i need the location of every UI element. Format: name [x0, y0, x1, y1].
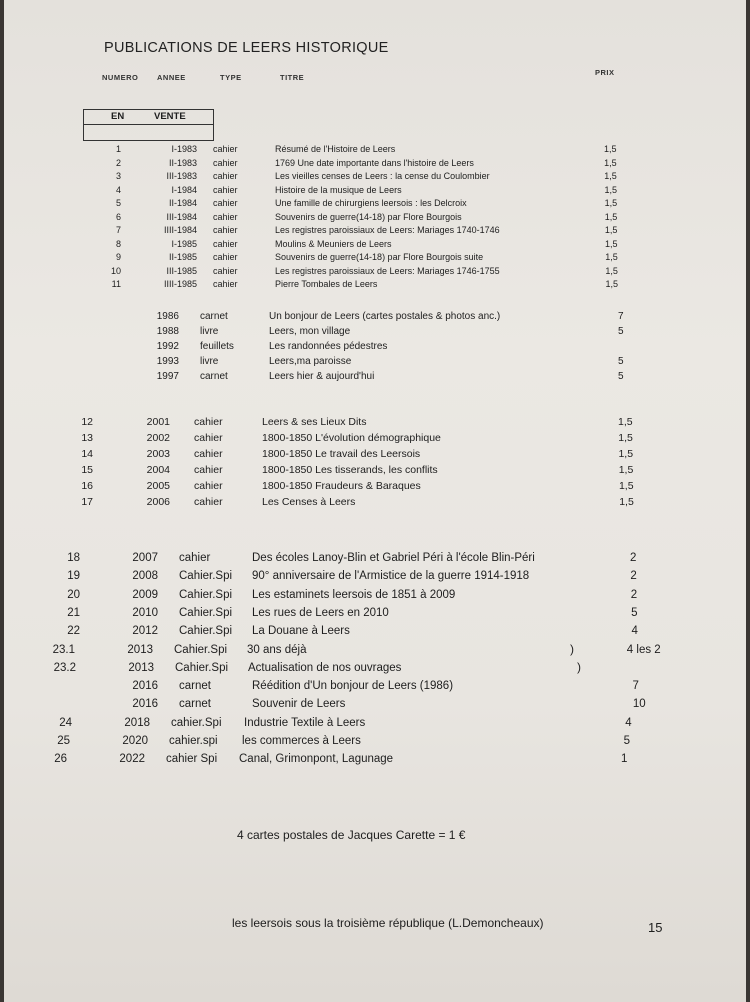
cell-type: cahier: [194, 432, 223, 444]
cell-num: 12: [81, 416, 93, 428]
cell-type: cahier: [194, 416, 223, 428]
cell-titre: Un bonjour de Leers (cartes postales & photos anc.): [269, 311, 501, 322]
en-vente-label-vente: VENTE: [154, 111, 186, 122]
cell-annee: 2013: [128, 661, 154, 674]
cell-num: 16: [81, 480, 93, 492]
cell-annee: IIII-1985: [163, 279, 197, 289]
table-row: [4, 552, 746, 566]
cell-num: 13: [81, 432, 93, 444]
table-row: [4, 171, 746, 183]
cell-prix: 1,5: [605, 238, 618, 249]
cell-titre: Réédition d'Un bonjour de Leers (1986): [252, 680, 454, 693]
cell-num: 7: [115, 225, 121, 235]
cell-annee: 1988: [156, 326, 179, 337]
cell-type: cahier: [213, 211, 238, 222]
cell-titre: Les randonnées pédestres: [269, 341, 388, 352]
cell-titre: Leers hier & aujourd'hui: [269, 371, 375, 382]
cell-prix: 1,5: [618, 432, 633, 444]
table-row: [4, 625, 746, 639]
table-row: [4, 279, 746, 291]
cell-annee: I-1985: [171, 238, 197, 249]
cell-num: 19: [67, 570, 80, 583]
cell-titre: Actualisation de nos ouvrages: [248, 661, 402, 674]
cell-annee: 2020: [122, 735, 148, 747]
en-vente-label-en: EN: [111, 111, 125, 122]
cell-prix: 7: [632, 680, 639, 693]
cell-titre: les commerces à Leers: [242, 735, 361, 747]
cell-num: 24: [59, 716, 72, 729]
cell-annee: 2007: [132, 552, 158, 564]
cell-annee: 2018: [124, 716, 150, 729]
cell-annee: III-1985: [166, 265, 197, 276]
cell-annee: II-1984: [168, 198, 197, 208]
cell-titre: 30 ans déjà: [247, 643, 307, 656]
cell-annee: 2003: [146, 448, 170, 460]
cell-prix: 10: [632, 698, 646, 711]
cell-titre: Souvenirs de guerre(14-18) par Flore Bourgois: [275, 211, 462, 222]
table-row: [4, 311, 746, 325]
cell-num: 1: [115, 144, 121, 154]
cell-prix: 1,5: [604, 211, 618, 222]
header-prix: PRIX: [595, 68, 615, 77]
table-row: [4, 198, 746, 210]
cell-type: cahier: [194, 480, 223, 492]
table-row: [4, 735, 746, 749]
cell-prix: 1,5: [604, 225, 618, 235]
table-row: [4, 356, 746, 370]
cell-titre: Pierre Tombales de Leers: [275, 279, 378, 289]
cell-num: 23.2: [53, 661, 76, 674]
cell-prix: 5: [618, 326, 624, 337]
cell-annee: IIII-1984: [163, 225, 197, 235]
cell-type: livre: [200, 326, 219, 337]
cell-prix: 1,5: [605, 279, 619, 289]
header-titre: TITRE: [280, 73, 305, 82]
table-row: [4, 589, 746, 603]
cell-prix: 1: [620, 753, 628, 766]
cell-annee: III-1983: [166, 171, 197, 181]
cell-type: cahier: [213, 225, 238, 235]
cell-annee: III-1984: [166, 211, 197, 222]
cell-titre: Souvenir de Leers: [252, 698, 346, 711]
page-number: 15: [648, 920, 663, 935]
cell-prix: 1,5: [604, 157, 617, 168]
box-divider: [84, 124, 213, 125]
cell-annee: 2010: [132, 606, 158, 619]
cell-prix: 5: [618, 371, 624, 382]
cell-prix: 1,5: [604, 184, 617, 195]
cell-titre: 1769 Une date importante dans l'histoire de Leers: [275, 157, 474, 168]
cell-prix: 1,5: [618, 464, 634, 476]
table-row: [4, 662, 746, 676]
cell-annee: I-1983: [171, 144, 197, 154]
cell-type: cahier: [213, 171, 238, 181]
cell-type: cahier: [213, 265, 238, 276]
cell-num: 4: [115, 184, 121, 195]
table-row: [4, 341, 746, 355]
cell-type: cahier: [179, 552, 211, 564]
table-row: [4, 239, 746, 251]
table-row: [4, 717, 746, 731]
cell-titre: Industrie Textile à Leers: [244, 716, 366, 729]
cell-type: cahier: [213, 144, 238, 154]
cell-type: cahier: [194, 464, 223, 476]
cell-annee: I-1984: [171, 184, 197, 195]
cell-type: cahier: [213, 198, 238, 208]
cell-titre: Leers & ses Lieux Dits: [262, 416, 367, 428]
cell-num: 5: [115, 198, 121, 208]
cell-titre: Une famille de chirurgiens leersois : les Delcroix: [275, 198, 467, 208]
cell-titre: 1800-1850 Fraudeurs & Baraques: [262, 480, 421, 492]
table-row: [4, 158, 746, 170]
cell-type: Cahier.Spi: [179, 606, 233, 619]
cell-num: 8: [115, 238, 121, 249]
cell-titre: Les Censes à Leers: [262, 496, 356, 508]
cell-num: 20: [67, 588, 80, 601]
cell-type: cahier: [213, 279, 238, 289]
cell-annee: 2012: [132, 625, 158, 638]
table-row: [4, 266, 746, 278]
cell-type: carnet: [200, 311, 228, 322]
cell-titre: Histoire de la musique de Leers: [275, 184, 402, 195]
cell-type: cahier.Spi: [171, 716, 222, 729]
cell-titre: Les registres paroissiaux de Leers: Mariages 1746-1755: [275, 265, 500, 276]
cell-num: 22: [67, 625, 80, 638]
cell-annee: 2016: [132, 680, 158, 693]
cell-annee: 2006: [146, 496, 170, 508]
cell-titre: Les registres paroissiaux de Leers: Mariages 1740-1746: [275, 225, 500, 235]
header-numero: NUMERO: [102, 73, 139, 82]
table-row: [4, 432, 746, 446]
cell-annee: 2001: [146, 416, 170, 428]
cell-titre: Moulins & Meuniers de Leers: [275, 238, 392, 249]
table-row: [4, 464, 746, 478]
cell-annee: 1997: [156, 371, 179, 382]
cell-num: 9: [115, 252, 121, 262]
cell-prix: 1,5: [619, 496, 634, 508]
table-row: [4, 496, 746, 510]
cell-titre: Canal, Grimonpont, Lagunage: [239, 753, 394, 766]
cell-type: Cahier.Spi: [179, 570, 233, 583]
cell-prix: 1,5: [618, 480, 634, 492]
cell-num: 10: [110, 265, 121, 276]
header-type: TYPE: [220, 73, 242, 82]
cell-annee: 2005: [146, 480, 170, 492]
page-title: PUBLICATIONS DE LEERS HISTORIQUE: [104, 40, 389, 56]
cell-type: cahier: [213, 157, 238, 168]
cell-prix: 4: [625, 716, 632, 729]
cell-type: feuillets: [200, 341, 234, 352]
cell-num: 14: [81, 448, 93, 460]
cell-type: livre: [200, 356, 219, 367]
cell-titre: Les estaminets leersois de 1851 à 2009: [252, 588, 456, 601]
cell-num: 17: [81, 496, 93, 508]
table-row: [4, 570, 746, 584]
cell-prix: 1,5: [605, 252, 618, 262]
cell-annee: II-1985: [168, 252, 197, 262]
cell-annee: 1986: [156, 311, 179, 322]
cell-prix: 5: [618, 356, 624, 367]
cell-prix: 1,5: [604, 144, 617, 154]
cell-titre: Les vieilles censes de Leers : la cense du Coulombier: [275, 171, 490, 181]
cell-num: 21: [67, 606, 80, 619]
table-row: [4, 144, 746, 156]
cell-prix: 5: [623, 735, 630, 747]
cell-prix: 1,5: [605, 265, 618, 276]
cell-titre: Des écoles Lanoy-Blin et Gabriel Péri à l'école Blin-Péri: [252, 552, 535, 564]
cell-num: 6: [115, 211, 121, 222]
cell-titre: Résumé de l'Histoire de Leers: [275, 144, 396, 154]
cell-titre: Les rues de Leers en 2010: [252, 606, 389, 619]
cell-type: Cahier.Spi: [175, 661, 229, 674]
cell-type: cahier: [213, 184, 238, 195]
cell-type: carnet: [179, 680, 211, 693]
cell-type: Cahier.Spi: [179, 625, 233, 638]
cell-prix: 1,5: [604, 198, 618, 208]
cell-type: cahier: [194, 496, 223, 508]
cell-type: Cahier.Spi: [179, 588, 233, 601]
table-row: [4, 448, 746, 462]
table-row: [4, 371, 746, 385]
cell-annee: 2004: [146, 464, 170, 476]
cell-annee: 2009: [132, 588, 158, 601]
cell-annee: 1992: [156, 341, 179, 352]
note-cartes-postales: 4 cartes postales de Jacques Carette = 1 €: [237, 828, 466, 842]
table-row: [4, 753, 746, 767]
cell-titre: Leers,ma paroisse: [269, 356, 352, 367]
cell-annee: 2016: [132, 698, 158, 711]
cell-annee: 2022: [119, 753, 145, 766]
table-row: [4, 480, 746, 494]
cell-num: 15: [81, 464, 93, 476]
table-row: [4, 252, 746, 264]
cell-type: cahier: [213, 252, 238, 262]
bracket-mark: ): [570, 642, 574, 656]
table-row: [4, 607, 746, 621]
cell-num: 11: [111, 279, 121, 289]
cell-annee: 1993: [156, 356, 179, 367]
cell-num: 2: [115, 157, 121, 168]
table-row: [4, 326, 746, 340]
table-row: [4, 212, 746, 224]
cell-titre: Souvenirs de guerre(14-18) par Flore Bourgois suite: [275, 252, 484, 262]
cell-prix: 1,5: [618, 448, 634, 460]
cell-type: carnet: [200, 371, 228, 382]
document-page: [4, 0, 746, 1002]
cell-num: 23.1: [52, 643, 75, 656]
table-row: [4, 698, 746, 712]
cell-num: 26: [54, 753, 67, 766]
bracket-mark: ): [577, 660, 581, 674]
cell-titre: 1800-1850 Les tisserands, les conflits: [262, 464, 438, 476]
cell-annee: 2002: [146, 432, 170, 444]
cell-prix: 2: [630, 570, 637, 583]
table-row: [4, 680, 746, 694]
table-row: [4, 644, 746, 658]
cell-type: cahier Spi: [166, 753, 218, 766]
note-footer-title: les leersois sous la troisième république (L.Demoncheaux): [232, 916, 544, 930]
cell-titre: 1800-1850 L'évolution démographique: [262, 432, 441, 444]
cell-prix: 1,5: [604, 171, 617, 181]
cell-type: cahier.spi: [169, 735, 218, 747]
header-annee: ANNEE: [157, 73, 186, 82]
table-row: [4, 416, 746, 430]
cell-num: 18: [67, 552, 80, 564]
cell-prix: 7: [618, 311, 624, 322]
cell-prix: 4 les 2: [626, 643, 661, 656]
en-vente-box: [83, 109, 214, 141]
cell-num: 3: [115, 171, 121, 181]
cell-type: carnet: [179, 698, 211, 711]
cell-prix: 4: [631, 625, 638, 638]
cell-type: cahier: [194, 448, 223, 460]
cell-prix: 2: [630, 552, 637, 564]
table-row: [4, 225, 746, 237]
cell-annee: 2013: [127, 643, 153, 656]
cell-titre: 90° anniversaire de l'Armistice de la guerre 1914-1918: [252, 570, 530, 583]
cell-titre: Leers, mon village: [269, 326, 351, 337]
cell-titre: La Douane à Leers: [252, 625, 350, 638]
table-row: [4, 185, 746, 197]
cell-num: 25: [57, 735, 70, 747]
cell-annee: 2008: [132, 570, 158, 583]
cell-annee: II-1983: [168, 157, 197, 168]
cell-type: Cahier.Spi: [174, 643, 228, 656]
cell-prix: 1,5: [618, 416, 633, 428]
cell-type: cahier: [213, 238, 238, 249]
cell-titre: 1800-1850 Le travail des Leersois: [262, 448, 421, 460]
cell-prix: 5: [631, 606, 638, 619]
cell-prix: 2: [630, 588, 638, 601]
